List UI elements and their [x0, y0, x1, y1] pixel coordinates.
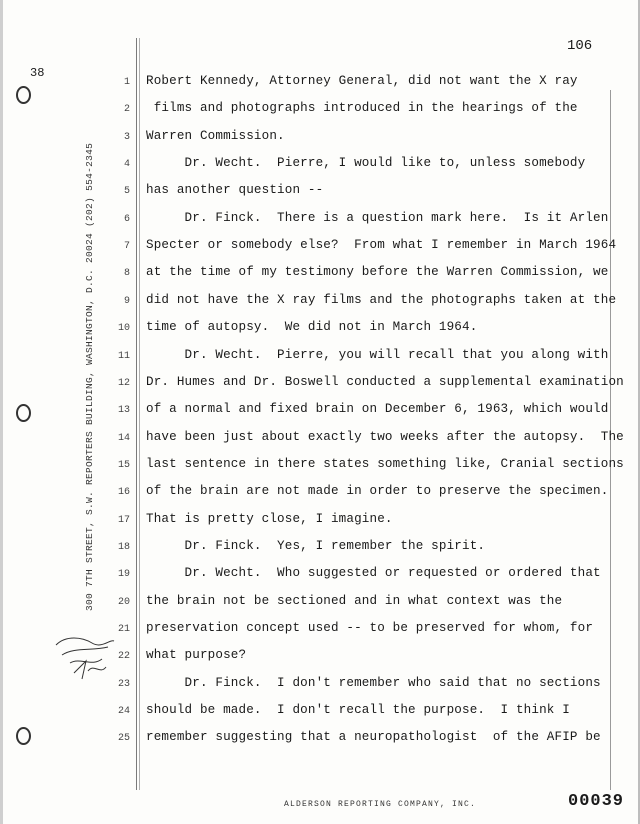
transcript-line: Dr. Finck. Yes, I remember the spirit. — [146, 539, 486, 553]
transcript-line: has another question -- — [146, 183, 324, 197]
transcript-line: Dr. Wecht. Who suggested or requested or ordered that — [146, 566, 601, 580]
transcript-line: preservation concept used -- to be preserved for whom, for — [146, 621, 594, 635]
line-number: 14 — [117, 433, 130, 444]
punch-hole-middle — [16, 404, 31, 422]
transcript-line: Robert Kennedy, Attorney General, did not want the X ray — [146, 74, 578, 88]
line-number: 12 — [117, 378, 130, 389]
line-number: 17 — [117, 515, 130, 526]
transcript-line: Dr. Finck. I don't remember who said that no sections — [146, 676, 601, 690]
reporting-company: ALDERSON REPORTING COMPANY, INC. — [284, 800, 477, 809]
line-number: 15 — [117, 460, 130, 471]
line-number: 25 — [117, 733, 130, 744]
transcript-line: the brain not be sectioned and in what context was the — [146, 594, 563, 608]
transcript-line: That is pretty close, I imagine. — [146, 512, 393, 526]
line-number: 5 — [123, 186, 130, 197]
transcript-line: Dr. Finck. There is a question mark here. Is it Arlen — [146, 211, 609, 225]
transcript-line: last sentence in there states something like, Cranial sections — [146, 457, 624, 471]
line-number: 1 — [123, 77, 130, 88]
punch-hole-top — [16, 86, 31, 104]
line-number: 3 — [123, 132, 130, 143]
line-number: 10 — [117, 323, 130, 334]
transcript-line: Dr. Humes and Dr. Boswell conducted a supplemental examination — [146, 375, 624, 389]
line-number: 16 — [117, 487, 130, 498]
transcript-line: what purpose? — [146, 648, 247, 662]
transcript-line: of the brain are not made in order to preserve the specimen. — [146, 484, 609, 498]
line-number: 22 — [117, 651, 130, 662]
transcript-line: Dr. Wecht. Pierre, you will recall that you along with — [146, 348, 609, 362]
transcript-line: at the time of my testimony before the Warren Commission, we — [146, 265, 609, 279]
transcript-line: Dr. Wecht. Pierre, I would like to, unless somebody — [146, 156, 586, 170]
line-number: 20 — [117, 597, 130, 608]
transcript-line: have been just about exactly two weeks after the autopsy. The — [146, 430, 624, 444]
reporter-address-imprint: 300 7TH STREET, S.W. REPORTERS BUILDING, WASHINGTON, D.C. 20024 (202) 554-2345 — [84, 142, 95, 611]
line-number: 6 — [123, 214, 130, 225]
transcript-line: remember suggesting that a neuropathologist of the AFIP be — [146, 730, 601, 744]
line-number: 4 — [123, 159, 130, 170]
line-number: 11 — [117, 351, 130, 362]
exhibit-number: 38 — [30, 66, 45, 80]
scan-left-edge — [0, 0, 3, 824]
transcript-line: time of autopsy. We did not in March 1964. — [146, 320, 478, 334]
line-number: 8 — [123, 268, 130, 279]
line-number: 21 — [117, 624, 130, 635]
transcript-line: did not have the X ray films and the photographs taken at the — [146, 293, 617, 307]
left-margin-rule — [136, 38, 137, 790]
punch-hole-bottom — [16, 727, 31, 745]
line-number: 2 — [123, 104, 130, 115]
line-number: 24 — [117, 706, 130, 717]
transcript-line: Warren Commission. — [146, 129, 285, 143]
line-number: 18 — [117, 542, 130, 553]
transcript-line: should be made. I don't recall the purpose. I think I — [146, 703, 570, 717]
transcript-line: films and photographs introduced in the hearings of the — [146, 101, 578, 115]
left-margin-rule-inner — [139, 38, 140, 790]
page-number: 106 — [567, 38, 593, 54]
line-number: 19 — [117, 569, 130, 580]
transcript-line: Specter or somebody else? From what I remember in March 1964 — [146, 238, 617, 252]
line-number: 9 — [123, 296, 130, 307]
bates-number: 00039 — [568, 792, 625, 811]
line-number: 23 — [117, 679, 130, 690]
transcript-line: of a normal and fixed brain on December 6, 1963, which would — [146, 402, 609, 416]
line-number: 7 — [123, 241, 130, 252]
line-number: 13 — [117, 405, 130, 416]
